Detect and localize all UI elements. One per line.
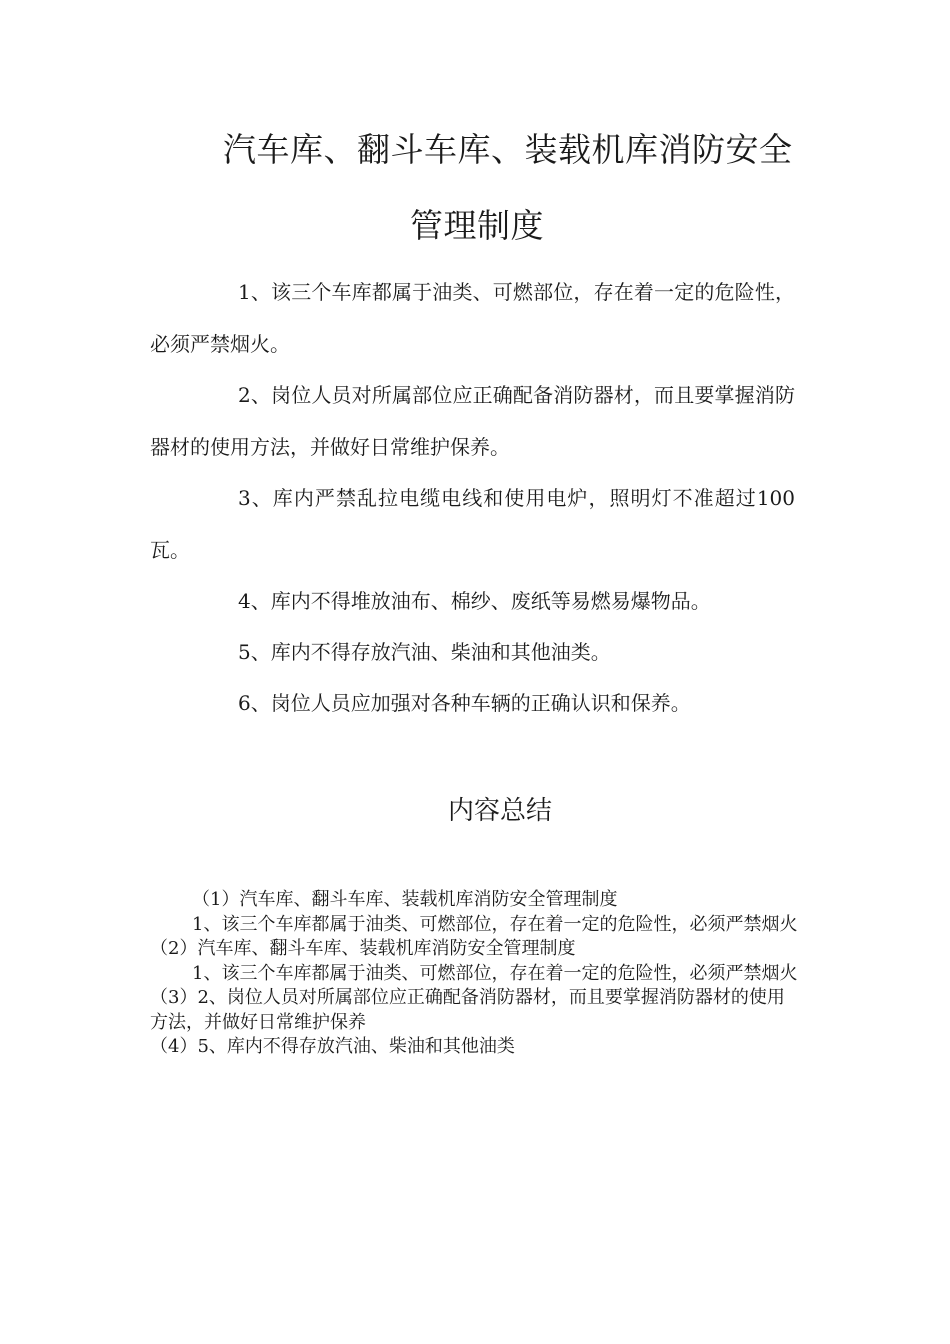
summary-list [150,888,798,1060]
summary-heading: 内容总结 [448,796,553,826]
rule-paragraph-6: 6、岗位人员应加强对各种车辆的正确认识和保养。 [238,691,691,715]
document-title-line-2: 管理制度 [410,206,544,245]
summary-line-5: （3）2、岗位人员对所属部位应正确配备消防器材，而且要掌握消防器材的使用方法，并做好日常维护保养 [150,987,785,1033]
summary-line-1: （1）汽车库、翻斗车库、装载机库消防安全管理制度 [192,889,618,910]
rule-paragraph-5: 5、库内不得存放汽油、柴油和其他油类。 [238,640,611,664]
summary-line-4: 1、该三个车库都属于油类、可燃部位，存在着一定的危险性，必须严禁烟火 [192,962,798,984]
summary-line-6: （4）5、库内不得存放汽油、柴油和其他油类 [150,1036,515,1057]
rule-paragraph-4: 4、库内不得堆放油布、棉纱、废纸等易燃易爆物品。 [238,589,711,613]
summary-line-2: 1、该三个车库都属于油类、可燃部位，存在着一定的危险性，必须严禁烟火 [192,913,798,935]
document-title-line-1: 汽车库、翻斗车库、装载机库消防安全 [223,130,793,169]
rule-paragraph-1: 1、该三个车库都属于油类、可燃部位，存在着一定的危险性，必须严禁烟火。 [150,280,795,356]
rule-paragraph-2: 2、岗位人员对所属部位应正确配备消防器材，而且要掌握消防器材的使用方法，并做好日常维护保养。 [150,383,795,459]
rule-paragraph-3: 3、库内严禁乱拉电缆电线和使用电炉，照明灯不准超过100瓦。 [150,486,795,562]
summary-line-3: （2）汽车库、翻斗车库、装载机库消防安全管理制度 [150,938,576,959]
